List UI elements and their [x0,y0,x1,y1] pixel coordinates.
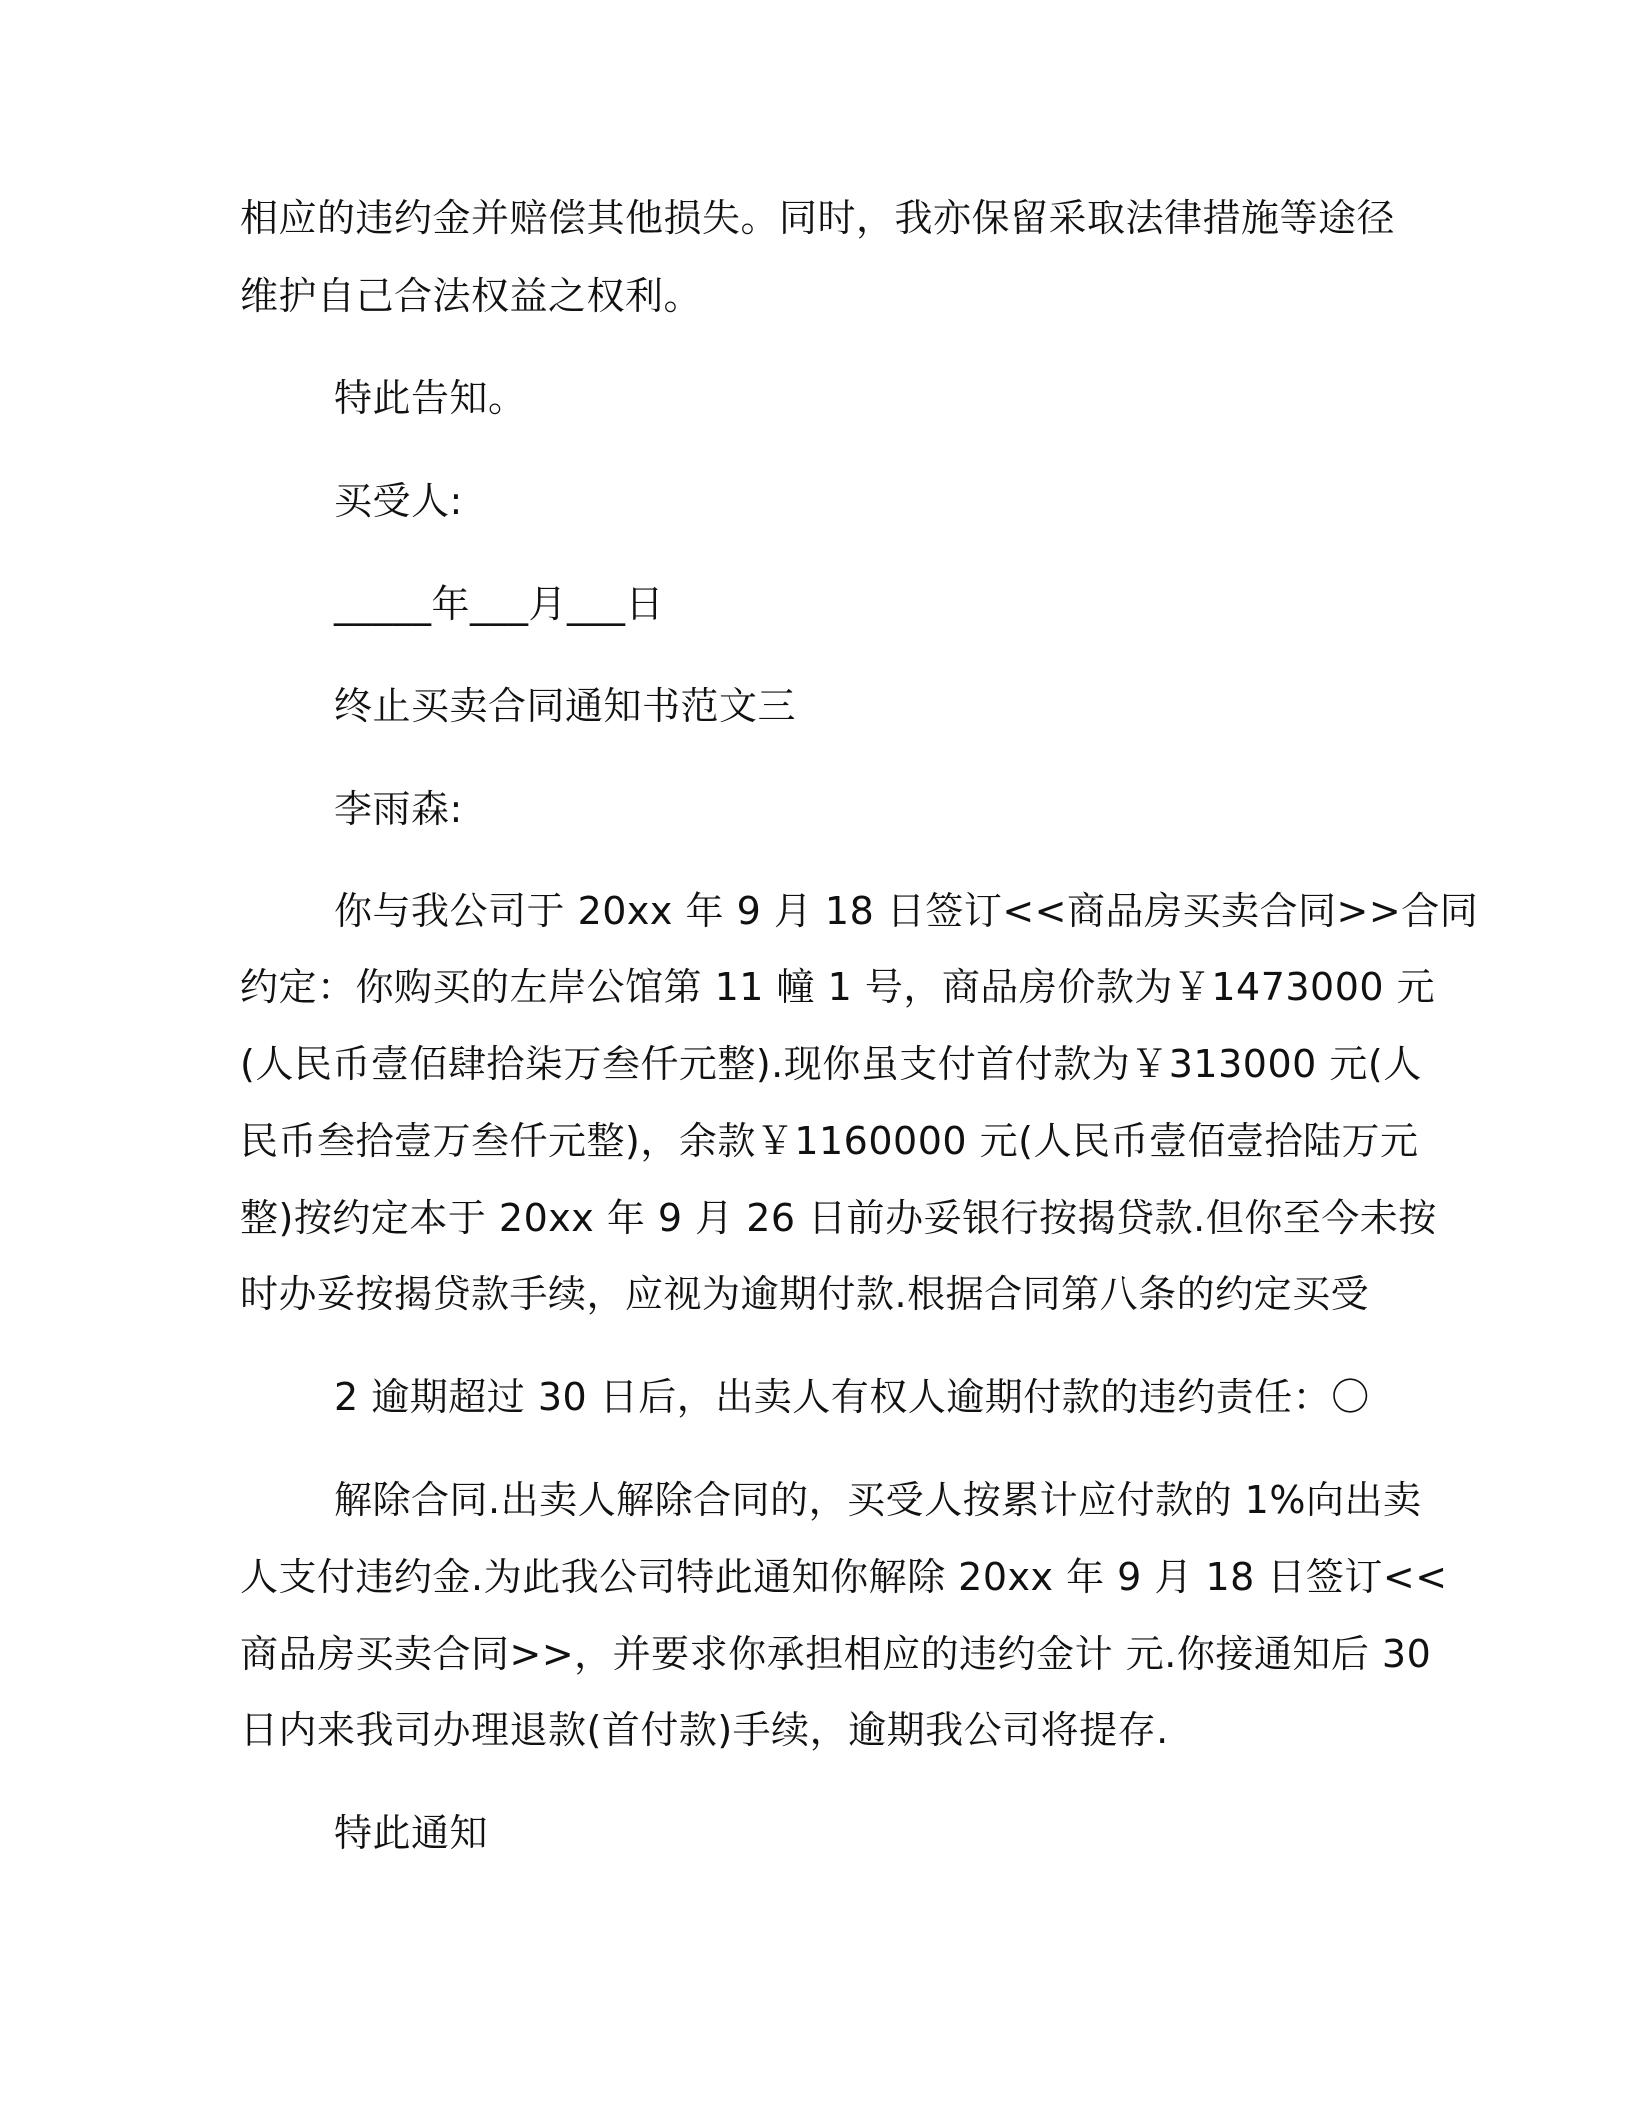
paragraph-line: 时办妥按揭贷款手续，应视为逾期付款.根据合同第八条的约定买受 [240,1272,1370,1316]
addressee: 李雨森: [334,787,463,831]
paragraph-line: 民币叁拾壹万叁仟元整)，余款￥1160000 元(人民币壹佰壹拾陆万元 [240,1119,1419,1163]
paragraph-line: 整)按约定本于 20xx 年 9 月 26 日前办妥银行按揭贷款.但你至今未按 [240,1196,1437,1240]
paragraph-line: 约定：你购买的左岸公馆第 11 幢 1 号，商品房价款为￥1473000 元 [240,965,1436,1009]
buyer-signature-label: 买受人: [334,479,463,523]
paragraph-line: 商品房买卖合同>>，并要求你承担相应的违约金计 元.你接通知后 30 [240,1632,1432,1676]
paragraph-line: 解除合同.出卖人解除合同的，买受人按累计应付款的 1%向出卖 [334,1478,1422,1522]
notice-closing: 特此通知 [334,1811,489,1855]
paragraph-line: 人支付违约金.为此我公司特此通知你解除 20xx 年 9 月 18 日签订<< [240,1555,1448,1599]
paragraph-line: 维护自己合法权益之权利。 [240,274,703,318]
paragraph-line: 你与我公司于 20xx 年 9 月 18 日签订<<商品房买卖合同>>合同 [334,889,1479,933]
date-line: _____年___月___日 [334,582,665,626]
paragraph-line: 日内来我司办理退款(首付款)手续，逾期我公司将提存. [240,1708,1169,1752]
notice-closing: 特此告知。 [334,376,527,420]
paragraph-line: (人民币壹佰肆拾柒万叁仟元整).现你虽支付首付款为￥313000 元(人 [240,1042,1422,1086]
section-title: 终止买卖合同通知书范文三 [334,684,797,728]
paragraph-line: 相应的违约金并赔偿其他损失。同时，我亦保留采取法律措施等途径 [240,196,1396,240]
paragraph-line: 2 逾期超过 30 日后，出卖人有权人逾期付款的违约责任：〇 [334,1375,1370,1419]
